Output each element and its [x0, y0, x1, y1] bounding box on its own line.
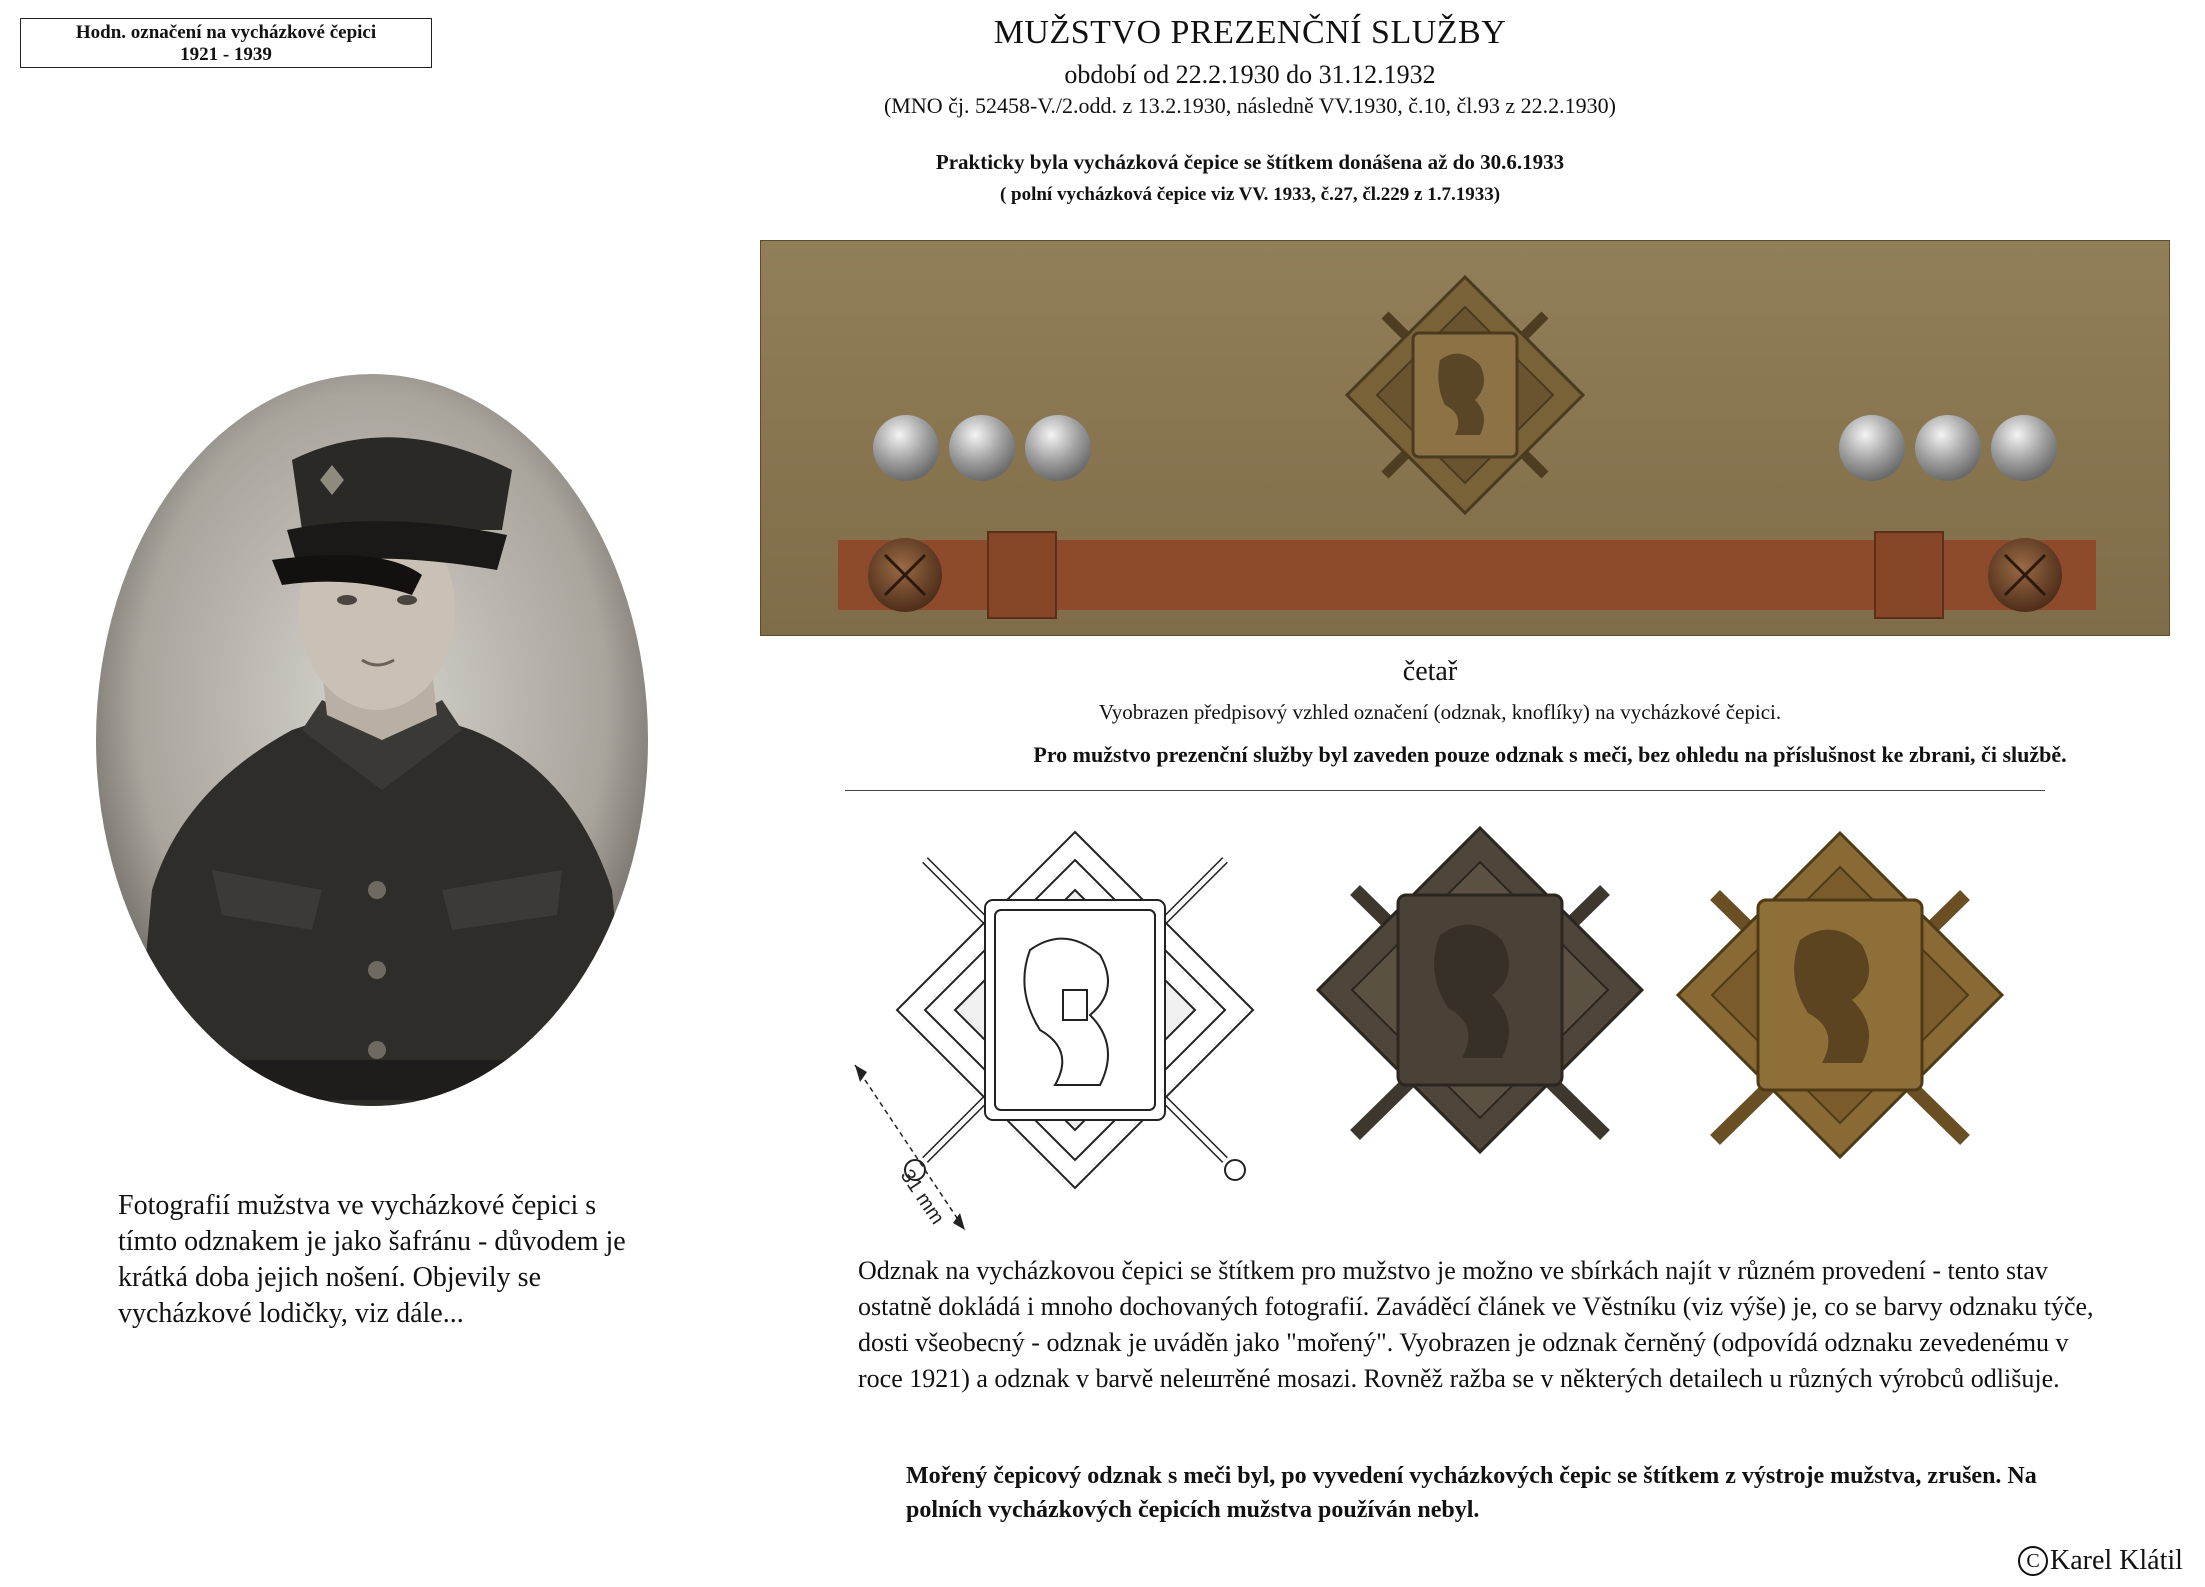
header-label-box — [20, 18, 432, 68]
final-paragraph: Mořený čepicový odznak s meči byl, po vyvedení vycházkových čepic se štítkem z výstroje mužstva, zrušen. Na polních vycházkových čepicích mužstva používán nebyl. — [906, 1463, 2037, 1523]
copyright-symbol: C — [2018, 1546, 2048, 1576]
bold-statement: Pro mužstvo prezenční služby byl zaveden pouze odznak s meči, bez ohledu na příslušnost ke zbrani, či službě. — [1033, 742, 2067, 767]
period-line: období od 22.2.1930 do 31.12.1932 — [1064, 60, 1436, 89]
divider — [845, 790, 2045, 791]
copyright-author: Karel Klátil — [2050, 1545, 2183, 1576]
portrait-photo — [92, 370, 652, 1110]
lower-paragraph: Odznak na vycházkovou čepici se štítkem pro mužstvo je možno ve sbírkách najít v různém provedení - tento stav ostatně dokládá i mnoho dochovaných fotografií. Zaváděcí článek ve Věstníku (viz výše) je, co se barvy odznaku týče, dosti všeobecný - odznak je uváděn jako "mořený". Vyobrazen je odznak černěný (odpovídá odznaku zevedenému v roce 1921) a odznak v barvě nelештěné mosazi. Rovněž ražba se v některých detailech u různých výrobců odlišuje. — [858, 1256, 2094, 1393]
reference-line: (MNO čj. 52458-V./2.odd. z 13.2.1930, následně VV.1930, č.10, čl.93 z 22.2.1930) — [883, 93, 1617, 118]
badge-drawing — [845, 820, 1275, 1240]
copyright — [2018, 1545, 2183, 1577]
badge-blackened — [1300, 825, 1660, 1165]
header-label-line1: Hodn. označení na vycházkové čepici — [75, 22, 377, 43]
note-sub: ( polní vycházková čepice viz VV. 1933, č.27, čl.229 z 1.7.1933) — [999, 184, 1501, 205]
rank-label: četař — [1402, 656, 1458, 687]
illustration-caption: Vyobrazen předpisový vzhled označení (odznak, knoflíky) na vycházkové čepici. — [1098, 700, 1782, 724]
cap-band-illustration — [760, 240, 2170, 636]
header-label-line2: 1921 - 1939 — [180, 44, 272, 65]
badge-brass — [1660, 830, 2020, 1170]
dimension-label: 31 mm — [895, 1165, 949, 1229]
left-paragraph: Fotografií mužstva ve vycházkové čepici s tímto odznakem je jako šafránu - důvodem je krátká doba jejich nošení. Objevily se vycházkové lodičky, viz dále... — [118, 1190, 626, 1329]
note-bold: Prakticky byla vycházková čepice se štítkem donášena až do 30.6.1933 — [935, 150, 1565, 174]
page-title: MUŽSTVO PREZENČNÍ SLUŽBY — [993, 14, 1507, 51]
